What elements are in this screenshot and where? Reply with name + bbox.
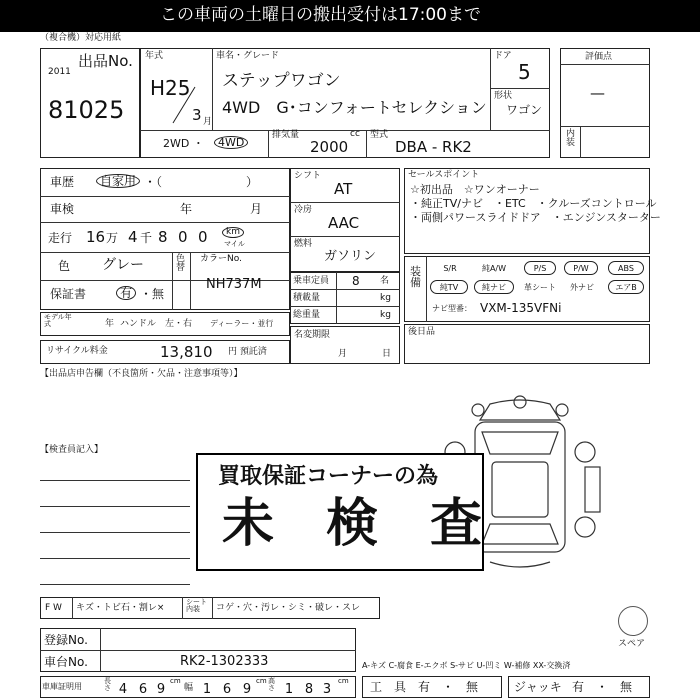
year-era: H25 (150, 76, 191, 100)
mileage-unit-mile: マイル (224, 240, 245, 248)
jack-value: 有 ・ 無 (572, 680, 633, 694)
load-unit: kg (380, 293, 391, 303)
mileage-man-unit: 万 (106, 231, 119, 245)
inspector-label: 【検査員記入】 (40, 445, 104, 455)
stamp-line1: 買取保証コーナーの為 (218, 464, 439, 489)
fuel-value: ガソリン (324, 249, 377, 264)
length-digit: 6 (138, 682, 148, 697)
chassis-value: RK2-1302333 (180, 654, 269, 669)
model-row-label: モデル年式 (44, 313, 72, 328)
mileage-digit: 0 (178, 228, 188, 246)
equip-tv: 純TV (430, 280, 468, 294)
mileage-man: 16 (86, 228, 106, 246)
drive-selected: 4WD (214, 136, 248, 149)
mileage-digit: 0 (198, 228, 208, 246)
capacity-label: 乗車定員 (293, 276, 330, 286)
dimensions-label: 車庫証明用 (42, 682, 82, 691)
lot-number: 81025 (48, 96, 125, 124)
length-digit: 4 (118, 682, 128, 697)
equip-airbag: エアB (608, 280, 644, 294)
year-month-unit: 月 (203, 117, 213, 127)
score-value: — (590, 84, 605, 102)
door-label: ドア (494, 51, 512, 61)
equip-ext-navi: 外ナビ (570, 283, 594, 292)
drive-options: 2WD ・ (163, 137, 204, 150)
score-label: 評価点 (585, 52, 613, 62)
width-digit: 6 (222, 682, 232, 697)
displacement-unit: cc (350, 129, 360, 139)
width-label: 幅 (184, 683, 194, 693)
capacity-unit: 名 (380, 276, 390, 286)
model-code-label: 型式 (370, 130, 389, 140)
name-change-label: 名変期限 (294, 330, 331, 340)
form-note: （複合機）対応用紙 (40, 33, 122, 43)
late-date-box (404, 324, 650, 364)
door-value: 5 (518, 60, 531, 84)
width-digit: 9 (242, 682, 252, 697)
equip-ps: P/S (524, 261, 556, 275)
banner-text: この車両の土曜日の搬出受付は17:00まで (160, 5, 481, 25)
equip-leather: 革シート (524, 283, 556, 292)
color-label: 色 (58, 259, 71, 273)
height-label: 高さ (268, 677, 275, 692)
navi-model: VXM-135VFNi (480, 301, 562, 315)
seat-desc: コゲ・穴・汚レ・シミ・破レ・スレ (216, 603, 361, 613)
year-label: 年式 (145, 51, 164, 61)
history-selected: 自家用 (96, 174, 140, 188)
equip-sr: S/R (443, 264, 457, 273)
history-rest: ・（ ） (144, 175, 259, 189)
history-label: 車歴 (50, 175, 75, 189)
tools-label: 工 具 (370, 680, 407, 694)
name-change-month: 月 (338, 349, 348, 359)
model-row-handle: ハンドル 左・右 (120, 319, 193, 329)
shift-value: AT (334, 180, 353, 198)
height-digit: 8 (304, 682, 314, 697)
height-digit: 3 (322, 682, 332, 697)
width-digit: 1 (202, 682, 212, 697)
mileage-sen: 4 (128, 228, 138, 246)
recycle-label: リサイクル料金 (46, 346, 108, 356)
length-digit: 9 (156, 682, 166, 697)
year-month: 3 (192, 106, 202, 124)
equip-navi: 純ナビ (474, 280, 514, 294)
mileage-digit: 8 (158, 228, 168, 246)
mileage-sen-unit: 千 (140, 231, 153, 245)
mileage-label: 走行 (48, 231, 73, 245)
car-name: ステップワゴン (222, 71, 341, 91)
aircon-label: 冷房 (294, 205, 313, 215)
shape-label: 形状 (494, 91, 513, 101)
damage-legend: A-キズ C-腐食 E-エクボ S-サビ U-凹ミ W-補修 XX-交換済 (362, 661, 571, 670)
capacity-value: 8 (352, 274, 360, 288)
displacement-value: 2000 (310, 138, 349, 156)
shape-value: ワゴン (506, 103, 543, 117)
fuel-label: 燃料 (294, 239, 313, 249)
car-grade: 4WD G･コンフォートセレクション (222, 98, 487, 117)
seat-label: シート内装 (186, 598, 207, 613)
lot-year: 2011 (48, 67, 71, 77)
color-value: グレー (102, 257, 144, 273)
model-code-value: DBA - RK2 (395, 138, 472, 156)
length-unit: cm (170, 677, 181, 685)
stamp-line2: 未 検 査 (222, 494, 483, 554)
shift-label: シフト (294, 171, 322, 181)
tools-value: 有 ・ 無 (418, 680, 479, 694)
top-banner (0, 0, 700, 32)
sales-point-line: ・両側パワースライドドア ・エンジンスターター (410, 211, 661, 224)
interior-label: 内装 (566, 129, 576, 148)
lot-label: 出品No. (78, 52, 133, 70)
equip-abs: ABS (608, 261, 644, 275)
mileage-unit-km: km (222, 227, 244, 238)
aircon-value: AAC (328, 214, 360, 232)
length-label: 長さ (104, 677, 111, 692)
inspection-year: 年 (180, 202, 193, 216)
sales-point-line: ☆初出品 ☆ワンオーナー (410, 183, 540, 196)
model-row-year: 年 (105, 319, 115, 329)
jack-label: ジャッキ (514, 680, 562, 694)
warranty-label: 保証書 (50, 287, 87, 301)
color-change-label: 色替 (176, 254, 186, 273)
navi-model-label: ナビ型番： (432, 304, 472, 313)
late-date-label: 後日品 (408, 327, 436, 337)
height-digit: 1 (284, 682, 294, 697)
width-unit: cm (256, 677, 267, 685)
fw-label: F W (45, 603, 62, 613)
model-row-dealer: ディーラー・並行 (210, 319, 274, 328)
color-no: NH737M (206, 277, 262, 292)
sales-points-label: セールスポイント (408, 170, 480, 180)
name-change-day: 日 (382, 349, 392, 359)
displacement-label: 排気量 (272, 130, 300, 140)
load-label: 積載量 (293, 293, 321, 303)
car-name-label: 車名・グレード (216, 51, 280, 61)
color-no-label: カラーNo. (200, 254, 242, 264)
height-unit: cm (338, 677, 349, 685)
equipment-label: 装備 (410, 265, 421, 289)
chassis-label: 車台No. (44, 655, 88, 669)
warranty-rest: ・無 (140, 287, 165, 301)
recycle-unit: 円 預託済 (228, 347, 267, 357)
equip-aw: 純A/W (481, 264, 507, 273)
gross-label: 総重量 (293, 310, 321, 320)
gross-unit: kg (380, 310, 391, 320)
fw-desc: キズ・トビ石・割レ× (76, 603, 165, 613)
inspection-label: 車検 (50, 202, 75, 216)
warranty-yes: 有 (116, 286, 136, 300)
registration-label: 登録No. (44, 633, 88, 647)
sales-point-line: ・純正TV/ナビ ・ETC ・クルーズコントロール (410, 197, 657, 210)
seller-note-label: 【出品店申告欄（不良箇所・欠品・注意事項等）】 (40, 369, 243, 379)
recycle-value: 13,810 (160, 343, 213, 361)
equip-pw: P/W (564, 261, 598, 275)
inspection-month: 月 (250, 202, 263, 216)
spare-label: スペア (618, 639, 646, 649)
spare-tire (618, 606, 648, 636)
